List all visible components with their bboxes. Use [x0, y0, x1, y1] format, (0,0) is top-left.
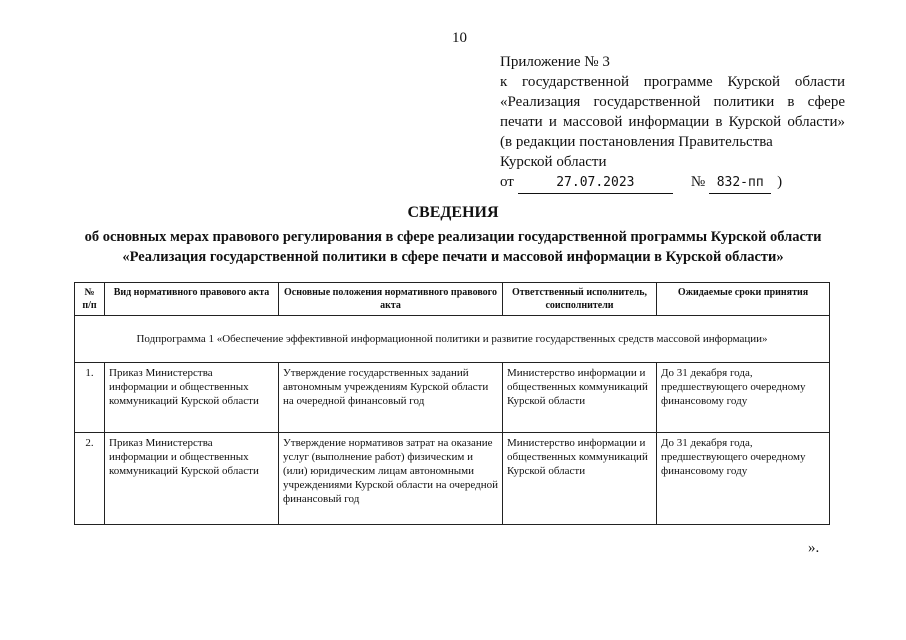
- table-header-row: [75, 283, 830, 316]
- appendix-line: к государственной программе Курской области: [500, 74, 845, 90]
- row-executor: Министерство информации и общественных коммуникаций Курской области: [503, 363, 657, 433]
- header-provisions: Основные положения нормативного правового акта: [279, 283, 503, 316]
- appendix-line: «Реализация государственной политики в сфере: [500, 94, 845, 110]
- subtitle-line: об основных мерах правового регулирования в сфере реализации государственной программы Курской области: [84, 229, 822, 245]
- subprogram-row: [75, 316, 830, 363]
- document-subtitle: [0, 227, 906, 267]
- number-label: №: [690, 174, 706, 190]
- header-kind: Вид нормативного правового акта: [105, 283, 279, 316]
- row-executor: Министерство информации и общественных коммуникаций Курской области: [503, 433, 657, 525]
- row-provisions: Утверждение государственных заданий автономным учреждениям Курской области на очередной финансовый год: [279, 363, 503, 433]
- appendix-line: печати и массовой информации в Курской области»: [500, 114, 845, 130]
- row-provisions: Утверждение нормативов затрат на оказание услуг (выполнение работ) физическим и (или) юридическим лицам автономными учреждениями Курской области на очередной финансовый год: [279, 433, 503, 525]
- subtitle-line: «Реализация государственной политики в сфере печати и массовой информации в Курской области»: [122, 249, 784, 265]
- measures-table: [74, 282, 830, 525]
- row-num: 2.: [75, 433, 105, 525]
- appendix-block: [500, 52, 845, 194]
- decree-date: 27.07.2023: [518, 173, 673, 194]
- subprogram-title: Подпрограмма 1 «Обеспечение эффективной информационной политики и развитие государственных средств массовой информации»: [75, 316, 830, 363]
- document-title: СВЕДЕНИЯ: [407, 204, 499, 221]
- row-num: 1.: [75, 363, 105, 433]
- closing-paren: ): [777, 174, 783, 190]
- row-deadline: До 31 декабря года, предшествующего очередному финансовому году: [657, 363, 830, 433]
- page-number: 10: [452, 30, 467, 46]
- row-deadline: До 31 декабря года, предшествующего очередному финансовому году: [657, 433, 830, 525]
- table-row: [75, 363, 830, 433]
- from-label: от: [500, 174, 514, 190]
- row-kind: Приказ Министерства информации и общественных коммуникаций Курской области: [105, 363, 279, 433]
- decree-date-line: [500, 172, 845, 194]
- table-row: [75, 433, 830, 525]
- row-kind: Приказ Министерства информации и общественных коммуникаций Курской области: [105, 433, 279, 525]
- header-num: № п/п: [75, 283, 105, 316]
- header-deadline: Ожидаемые сроки принятия: [657, 283, 830, 316]
- closing-quote: ».: [808, 540, 820, 556]
- decree-number: 832-пп: [709, 173, 771, 194]
- appendix-line: Курской области: [500, 154, 607, 170]
- header-executor: Ответственный исполнитель, соисполнители: [503, 283, 657, 316]
- appendix-line: (в редакции постановления Правительства: [500, 134, 773, 150]
- appendix-title: Приложение № 3: [500, 54, 610, 70]
